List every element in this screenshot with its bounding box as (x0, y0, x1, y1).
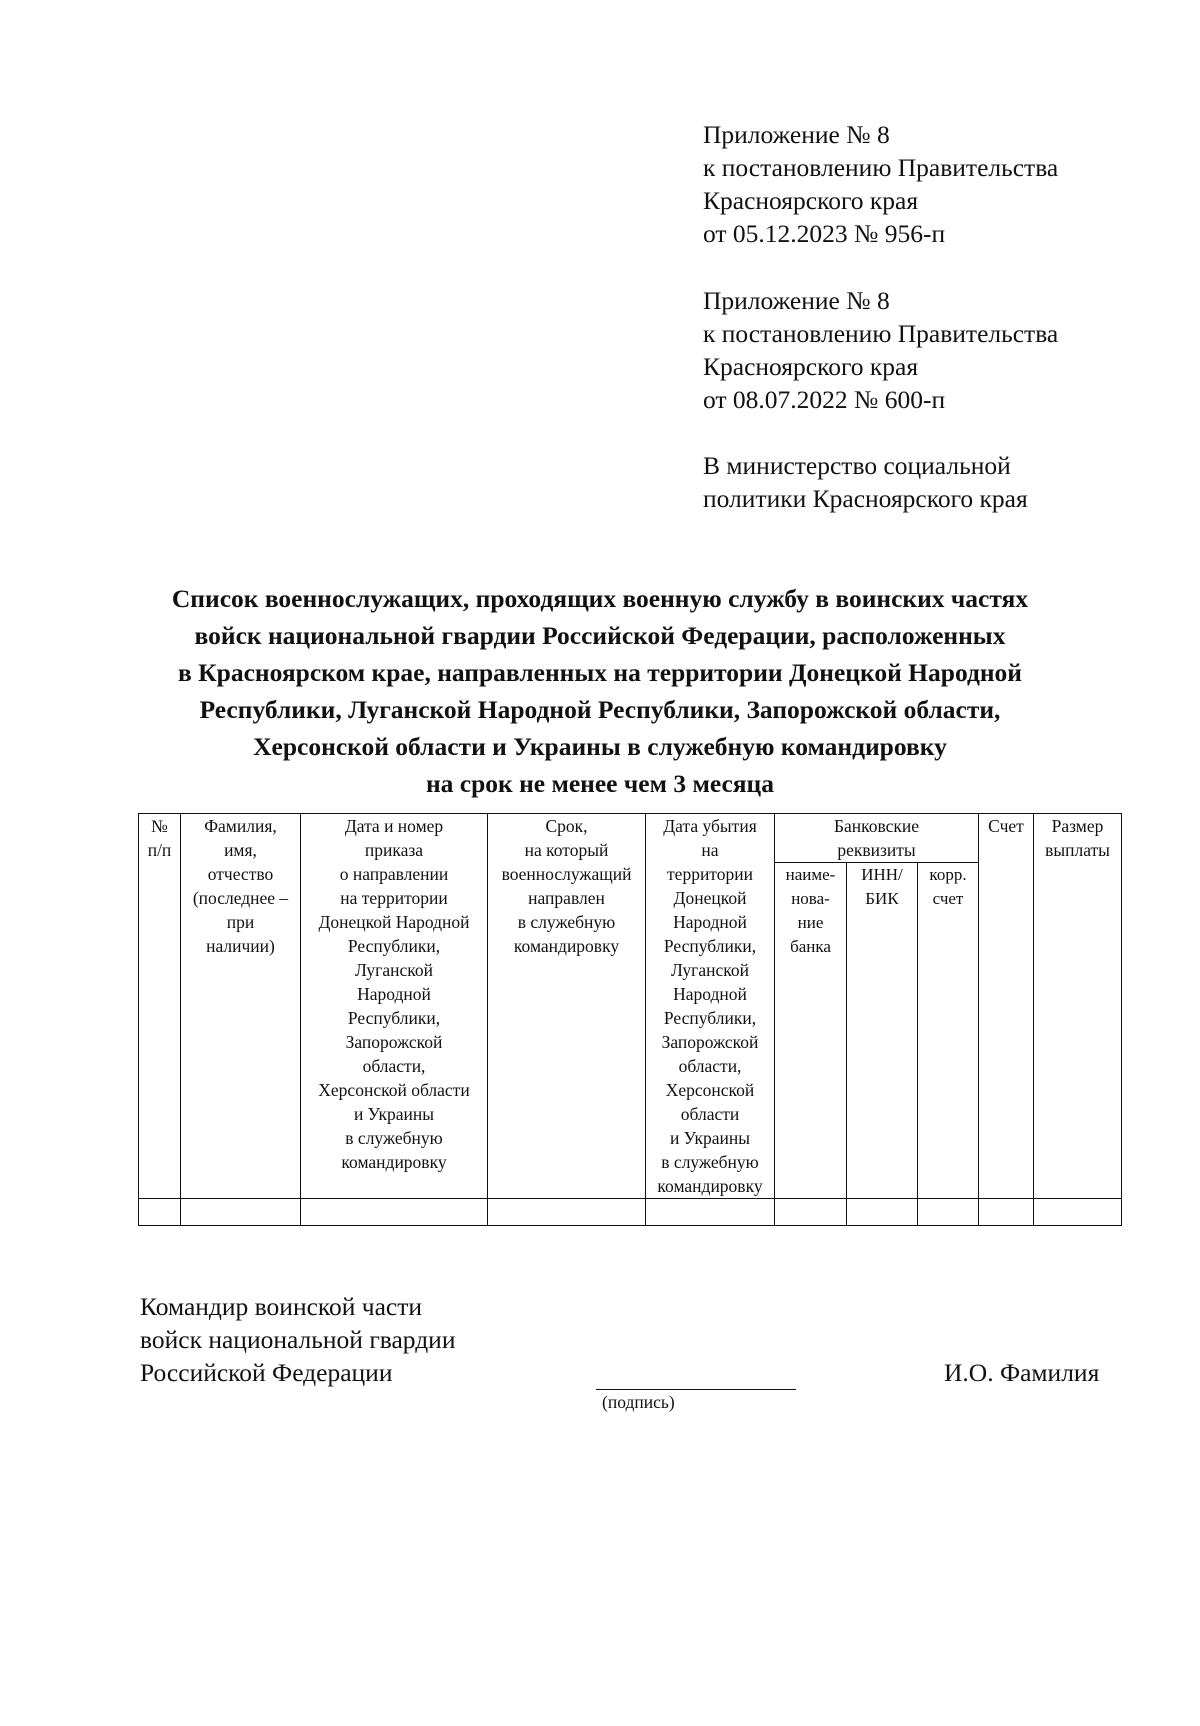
appendix-original (703, 284, 1058, 416)
table-cell[interactable] (918, 1199, 979, 1226)
servicemen-list-table (138, 813, 1122, 1226)
header-full-name: Фамилия, имя, отчество (последнее – при наличии) (181, 814, 301, 1199)
addressee (703, 449, 1028, 515)
header-inn-bik: ИНН/ БИК (847, 863, 918, 1199)
appendix-original-line3: Красноярского края (703, 352, 919, 381)
appendix-current-line4: от 05.12.2023 № 956-п (703, 219, 946, 248)
appendix-current-line1: Приложение № 8 (703, 120, 890, 149)
title-line6: на срок не менее чем 3 месяца (425, 769, 775, 798)
commander-line2: войск национальной гвардии (140, 1325, 456, 1354)
appendix-current-line3: Красноярского края (703, 186, 919, 215)
header-account: Счет (979, 814, 1034, 1199)
commander-line3: Российской Федерации (140, 1358, 393, 1387)
table-cell[interactable] (847, 1199, 918, 1226)
table-cell[interactable] (1034, 1199, 1122, 1226)
table-cell[interactable] (646, 1199, 775, 1226)
addressee-line2: политики Красноярского края (703, 484, 1028, 513)
table-cell[interactable] (979, 1199, 1034, 1226)
table-cell[interactable] (775, 1199, 847, 1226)
table-cell[interactable] (181, 1199, 301, 1226)
document-title (60, 580, 1140, 802)
title-line5: Херсонской области и Украины в служебную командировку (253, 732, 947, 761)
header-bank-name: наиме- нова- ние банка (775, 863, 847, 1199)
signatory-name: И.О. Фамилия (944, 1358, 1100, 1387)
commander-line1: Командир воинской части (140, 1292, 423, 1321)
header-order: Дата и номер приказа о направлении на территории Донецкой Народной Республики, Луганской Народной Республики, Запорожской области, Херсонской области и Украины в служебную командировку (301, 814, 488, 1199)
header-number: № п/п (139, 814, 181, 1199)
table-cell[interactable] (301, 1199, 488, 1226)
header-corr-account: корр. счет (918, 863, 979, 1199)
header-term: Срок, на который военнослужащий направлен в служебную командировку (488, 814, 646, 1199)
appendix-current-line2: к постановлению Правительства (703, 153, 1059, 182)
header-amount: Размер выплаты (1034, 814, 1122, 1199)
appendix-original-line1: Приложение № 8 (703, 286, 890, 315)
signature-caption: (подпись) (602, 1392, 675, 1412)
commander-title (140, 1290, 455, 1389)
header-bank-details: Банковские реквизиты (775, 814, 979, 863)
title-line1: Список военнослужащих, проходящих военную службу в воинских частях (171, 584, 1029, 613)
appendix-original-line2: к постановлению Правительства (703, 319, 1059, 348)
title-line2: войск национальной гвардии Российской Федерации, расположенных (194, 621, 1006, 650)
addressee-line1: В министерство социальной (703, 451, 1011, 480)
table-cell[interactable] (488, 1199, 646, 1226)
table-cell[interactable] (139, 1199, 181, 1226)
table-row (139, 1199, 1122, 1226)
title-line3: в Красноярском крае, направленных на территории Донецкой Народной (178, 658, 1022, 687)
header-departure-date: Дата убытия на территории Донецкой Народной Республики, Луганской Народной Республики, Запорожской области, Херсонской области и Украины в служебную командировку (646, 814, 775, 1199)
title-line4: Республики, Луганской Народной Республики, Запорожской области, (199, 695, 1001, 724)
signature-line[interactable] (596, 1389, 796, 1390)
appendix-original-line4: от 08.07.2022 № 600-п (703, 385, 946, 414)
table-header-row (139, 814, 1122, 863)
appendix-current (703, 118, 1058, 250)
